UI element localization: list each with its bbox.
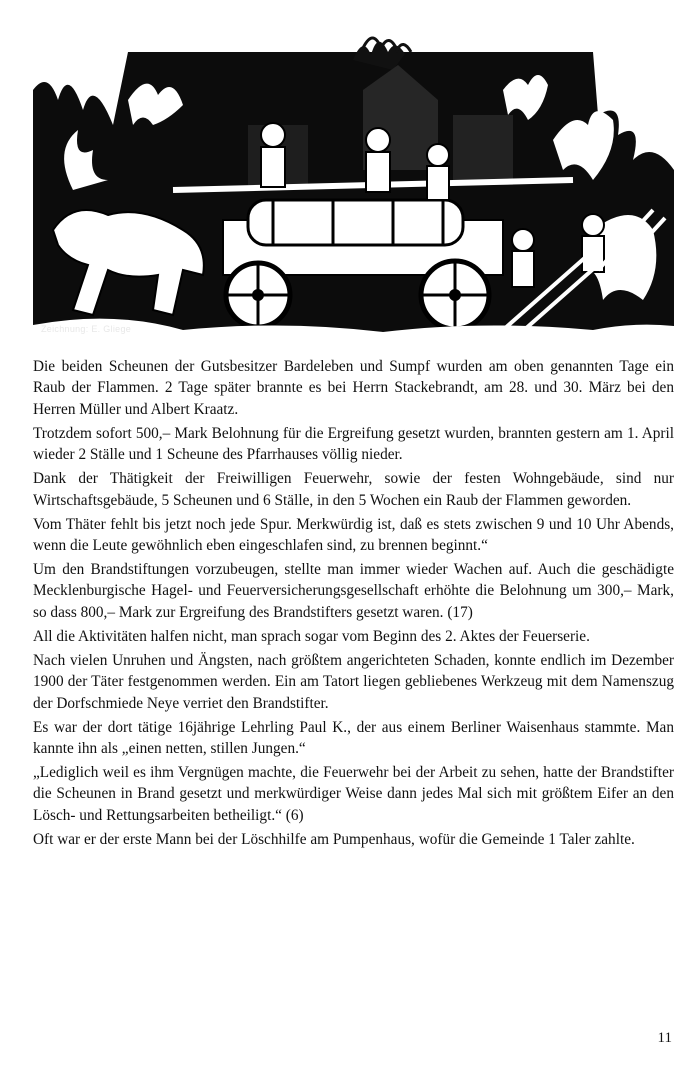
page-number: 11 bbox=[657, 1030, 672, 1046]
fire-engine-illustration bbox=[33, 30, 674, 340]
paragraph: Vom Thäter fehlt bis jetzt noch jede Spur. Merkwürdig ist, daß es stets zwischen 9 und 10 Uhr Abends, wenn die Leute gewöhnlich eben eingeschlafen sind, zu brennen beginnt.“ bbox=[33, 515, 674, 555]
paragraph: Trotzdem sofort 500,– Mark Belohnung für die Ergreifung gesetzt wurden, brannten gestern am 1. April wieder 2 Ställe und 1 Scheune des Pfarrhauses völlig nieder. bbox=[33, 424, 674, 464]
paragraph: Die beiden Scheunen der Gutsbesitzer Bardeleben und Sumpf wurden am oben genannten Tage ein Raub der Flammen. 2 Tage später brannte es bei Herrn Stackebrandt, am 28. und 30. März bei den Herren Müller und Albert Kraatz. bbox=[33, 358, 674, 418]
paragraph: Oft war er der erste Mann bei der Löschhilfe am Pumpenhaus, wofür die Gemeinde 1 Taler zahlte. bbox=[33, 830, 635, 848]
paragraph: All die Aktivitäten halfen nicht, man sprach sogar vom Beginn des 2. Aktes der Feuerserie. bbox=[33, 627, 590, 645]
article-text bbox=[33, 356, 674, 853]
paragraph: Nach vielen Unruhen und Ängsten, nach größtem angerichteten Schaden, konnte endlich im Dezember 1900 der Täter festgenommen werden. Ein am Tatort liegen gebliebenes Werkzeug mit dem Namenszug der Dorfschmiede Neye verriet den Brandstifter. bbox=[33, 651, 674, 712]
paragraph: Um den Brandstiftungen vorzubeugen, stellte man immer wieder Wachen auf. Auch die geschädigte Mecklenburgische Hagel- und Feuerversicherungsgesellschaft erhöhte die Belohnung um 300,– Mark, so dass 800,– Mark zur Ergreifung des Brandstifters gesetzt waren. (17) bbox=[33, 561, 674, 621]
illustration-caption: Zeichnung: E. Gliege bbox=[41, 324, 132, 334]
paragraph: „Lediglich weil es ihm Vergnügen machte, die Feuerwehr bei der Arbeit zu sehen, hatte der Brandstifter die Scheunen in Brand gesetzt und merkwürdiger Weise dann jedes Mal sich mit größtem Eifer an den Lösch- und Rettungsarbeiten betheiligt.“ (6) bbox=[33, 764, 674, 824]
illustration-graphic bbox=[33, 30, 674, 340]
paragraph: Dank der Thätigkeit der Freiwilligen Feuerwehr, sowie der festen Wohngebäude, sind nur Wirtschaftsgebäude, 5 Scheunen und 6 Ställe, in den 5 Wochen ein Raub der Flammen geworden. bbox=[33, 470, 674, 509]
paragraph: Es war der dort tätige 16jährige Lehrling Paul K., der aus einem Berliner Waisenhaus stammte. Man kannte ihn als „einen netten, stillen Jungen.“ bbox=[33, 718, 674, 758]
